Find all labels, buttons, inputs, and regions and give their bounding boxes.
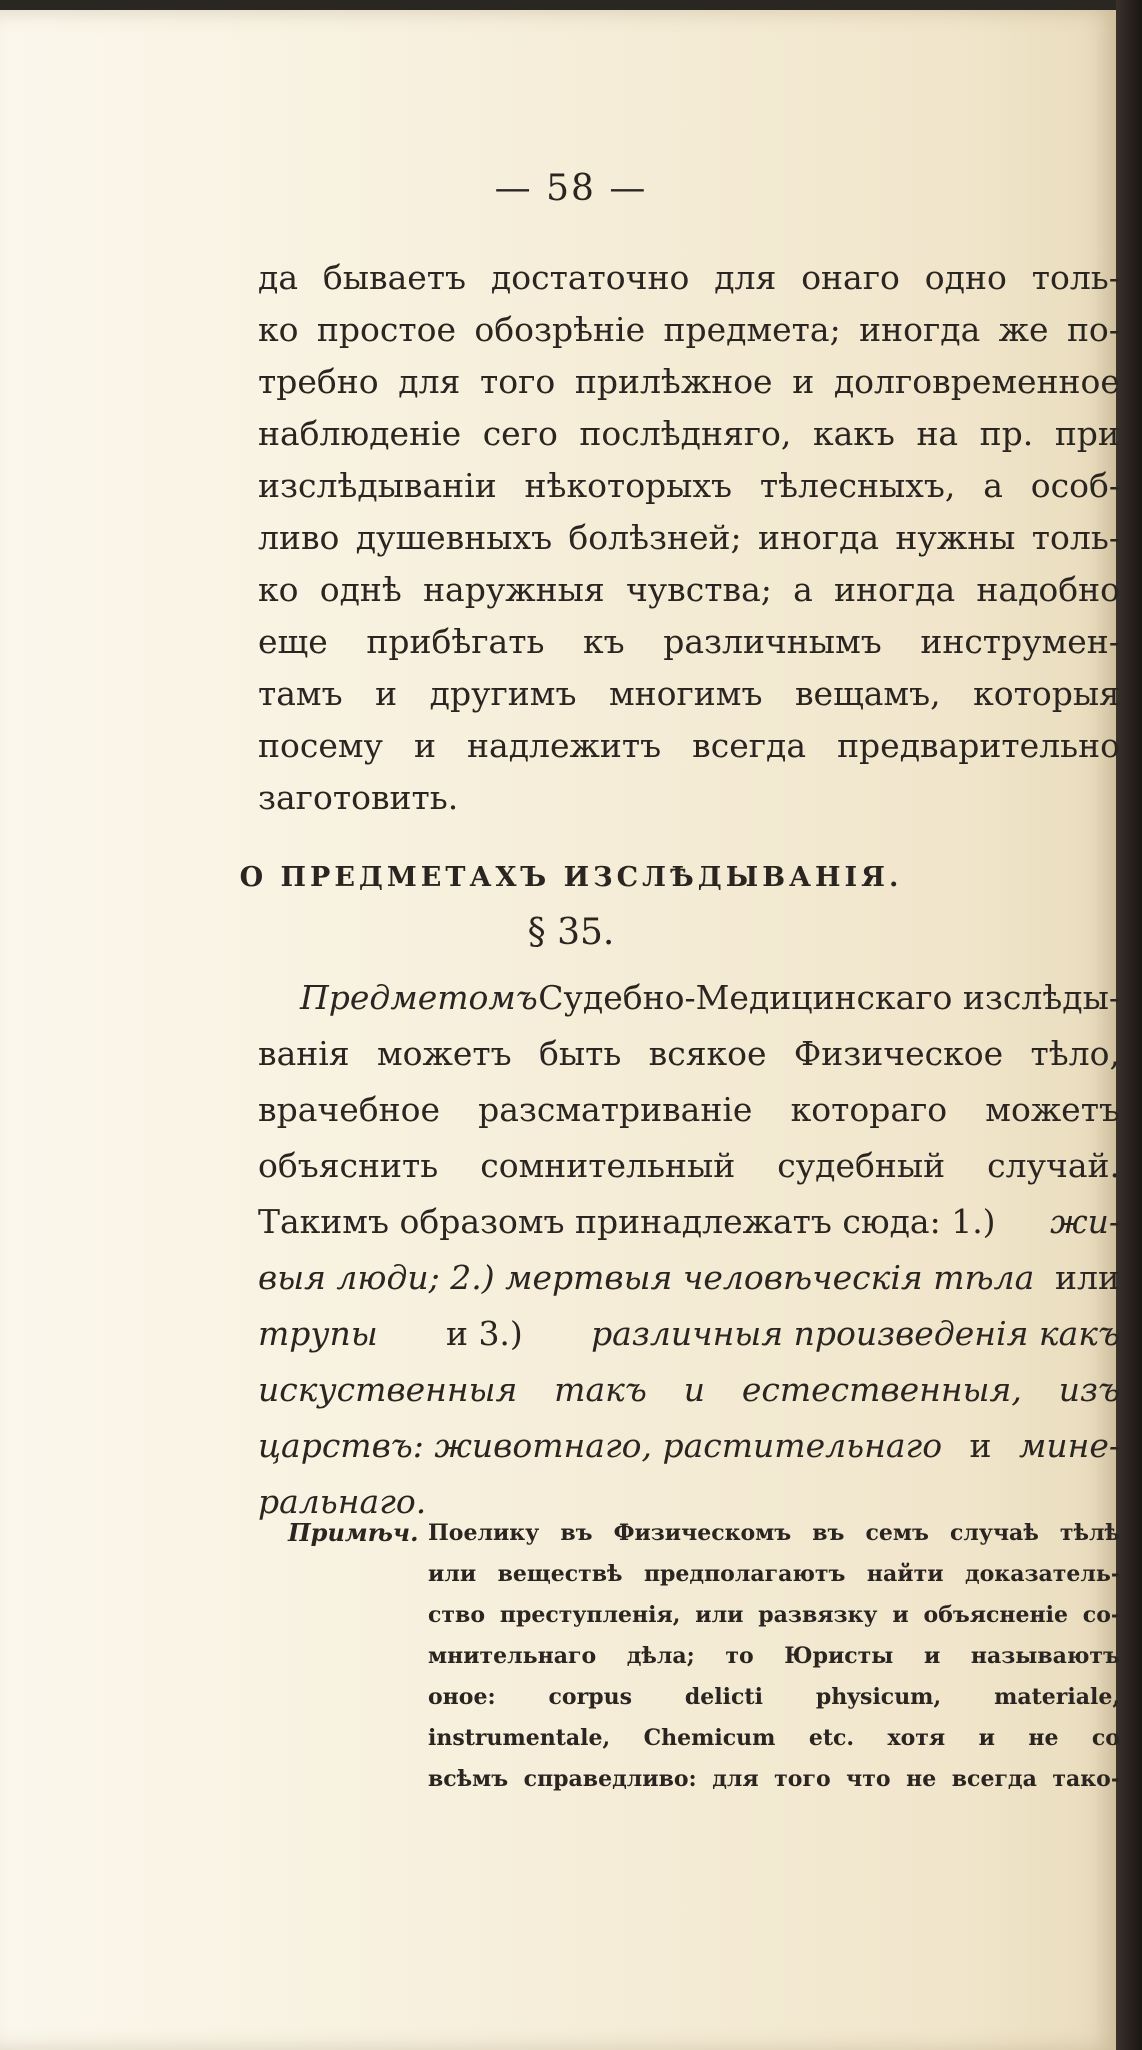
word: etc. <box>808 1725 855 1751</box>
para1-line <box>258 518 1120 558</box>
word: сего <box>482 414 558 453</box>
para1-line: заготовить. <box>258 778 459 817</box>
note-line <box>428 1764 1120 1794</box>
word: то <box>725 1643 754 1669</box>
word: требно <box>258 362 379 401</box>
para2-italic-text: мине- <box>1018 1426 1120 1465</box>
para2-text: Судебно-Медицинскаго изслѣды- <box>538 978 1120 1017</box>
para2-italic-text: жи- <box>1050 1202 1120 1241</box>
word: въ <box>560 1520 593 1546</box>
word: и <box>792 362 815 401</box>
para2-italic-text: различныя произведенія какъ <box>591 1314 1120 1353</box>
word: или <box>428 1561 477 1587</box>
word: при <box>1054 414 1120 453</box>
word: котораго <box>790 1090 948 1129</box>
para1-line <box>258 414 1120 454</box>
word: врачебное <box>258 1090 440 1129</box>
word: physicum, <box>815 1684 942 1710</box>
word: прибѣгать <box>366 622 545 661</box>
word: иногда <box>859 310 981 349</box>
word: для <box>398 362 461 401</box>
para2-text: и <box>969 1426 992 1465</box>
word: преступленія, <box>499 1602 681 1628</box>
word: пр. <box>979 414 1034 453</box>
word: наружныя <box>423 570 605 609</box>
word: иногда <box>757 518 880 557</box>
word: нужны <box>895 518 1016 557</box>
word: ко <box>258 570 299 609</box>
word: достаточно <box>490 258 690 297</box>
word: ство <box>428 1602 485 1628</box>
para2-text: и 3.) <box>445 1314 523 1353</box>
word: естественныя, <box>741 1370 1022 1409</box>
word: наблюденіе <box>258 414 462 453</box>
para2-italic-text: трупы <box>258 1314 378 1353</box>
word: болѣзней; <box>568 518 742 557</box>
word: delicti <box>684 1684 763 1710</box>
word: какъ <box>812 414 895 453</box>
para2-line-6 <box>258 1258 1120 1298</box>
word: судебный <box>777 1146 946 1185</box>
word: ко <box>258 310 299 349</box>
word: объясненіе <box>923 1602 1068 1628</box>
word: да <box>258 258 298 297</box>
word: другимъ <box>429 674 577 713</box>
word: инструмен- <box>920 622 1120 661</box>
word: Физическомъ <box>613 1520 792 1546</box>
word: въ <box>812 1520 845 1546</box>
word: толь- <box>1031 258 1120 297</box>
word: предварительно <box>837 726 1120 765</box>
word: найти <box>866 1561 944 1587</box>
word: искуственныя <box>258 1370 518 1409</box>
word: толь- <box>1031 518 1120 557</box>
word: materiale, <box>994 1684 1120 1710</box>
note-line <box>428 1641 1120 1671</box>
word: многимъ <box>608 674 763 713</box>
word: вещамъ, <box>794 674 941 713</box>
section-number: § 35. <box>527 912 615 953</box>
note-line <box>428 1682 1120 1712</box>
word: того <box>774 1766 831 1792</box>
para1-line <box>258 258 1120 298</box>
word: оное: <box>428 1684 496 1710</box>
word: которыя <box>973 674 1120 713</box>
word: ванія <box>258 1034 350 1073</box>
word: со- <box>1082 1602 1120 1628</box>
word: объяснить <box>258 1146 439 1185</box>
word: различнымъ <box>663 622 882 661</box>
word: а <box>983 466 1003 505</box>
word: случай. <box>987 1146 1120 1185</box>
word: можетъ <box>985 1090 1120 1129</box>
word: для <box>712 1766 759 1792</box>
para2-line-9 <box>258 1426 1120 1466</box>
word: не <box>906 1766 937 1792</box>
word: хотя <box>887 1725 946 1751</box>
word: дѣла; <box>626 1643 695 1669</box>
para1-line <box>258 466 1120 506</box>
para2-text: или <box>1055 1258 1120 1297</box>
word: и <box>414 726 436 765</box>
word: со <box>1091 1725 1120 1751</box>
word: всякое <box>648 1034 767 1073</box>
para1-line <box>258 726 1120 766</box>
word: душевныхъ <box>355 518 553 557</box>
word: изъ <box>1058 1370 1120 1409</box>
word: посему <box>258 726 383 765</box>
para2-line-8 <box>258 1370 1120 1410</box>
word: разсматриваніе <box>478 1090 753 1129</box>
para1-line <box>258 570 1120 610</box>
word: тамъ <box>258 674 343 713</box>
para2-text: Такимъ образомъ принадлежатъ сюда: 1.) <box>258 1202 996 1241</box>
word: instrumentale, <box>428 1725 611 1751</box>
word: тѣло, <box>1030 1034 1120 1073</box>
para2-line-5 <box>258 1202 1120 1242</box>
para1-line <box>258 622 1120 662</box>
para2-italic-text: царствъ: животнаго, растительнаго <box>258 1426 943 1465</box>
word: веществѣ <box>497 1561 623 1587</box>
para2-line-3 <box>258 1090 1120 1130</box>
para2-italic-term: Предметомъ <box>300 978 538 1017</box>
word: развязку <box>758 1602 878 1628</box>
note-line <box>428 1559 1120 1589</box>
word: справедливо: <box>523 1766 697 1792</box>
word: а <box>793 570 813 609</box>
word: же <box>998 310 1049 349</box>
word: называютъ <box>970 1643 1120 1669</box>
para2-line-7 <box>258 1314 1120 1354</box>
word: или <box>695 1602 744 1628</box>
word: всѣмъ <box>428 1766 509 1792</box>
para1-line <box>258 674 1120 714</box>
word: ливо <box>258 518 340 557</box>
word: что <box>846 1766 891 1792</box>
word: сомнительный <box>480 1146 736 1185</box>
para2-line-4 <box>258 1146 1120 1186</box>
word: иногда <box>834 570 956 609</box>
word: такъ <box>554 1370 647 1409</box>
word: доказатель- <box>964 1561 1120 1587</box>
word: послѣдняго, <box>579 414 792 453</box>
para2-line-1 <box>300 978 1120 1018</box>
word: онаго <box>801 258 900 297</box>
word: бываетъ <box>322 258 467 297</box>
section-heading: О ПРЕДМЕТАХЪ ИЗСЛѢДЫВАНІЯ. <box>239 862 903 893</box>
note-line <box>428 1723 1120 1753</box>
word: можетъ <box>376 1034 512 1073</box>
word: тѣлесныхъ, <box>759 466 956 505</box>
word: Физическое <box>793 1034 1004 1073</box>
word: обозрѣніе <box>474 310 646 349</box>
word: одно <box>924 258 1007 297</box>
word: на <box>916 414 959 453</box>
word: Поелику <box>428 1520 540 1546</box>
word: и <box>978 1725 995 1751</box>
word: предмета; <box>663 310 841 349</box>
word: нѣкоторыхъ <box>524 466 733 505</box>
word: изслѣдываніи <box>258 466 497 505</box>
word: по- <box>1066 310 1120 349</box>
word: всегда <box>951 1766 1037 1792</box>
word: прилѣжное <box>574 362 773 401</box>
word: corpus <box>548 1684 632 1710</box>
page-number: — 58 — <box>494 168 648 209</box>
word: Chemicum <box>643 1725 776 1751</box>
word: всегда <box>692 726 807 765</box>
note-line <box>428 1518 1120 1548</box>
para2-line-2 <box>258 1034 1120 1074</box>
word: особ- <box>1030 466 1120 505</box>
word: надлежитъ <box>467 726 662 765</box>
word: еще <box>258 622 328 661</box>
para1-line <box>258 362 1120 402</box>
note-line <box>428 1600 1120 1630</box>
para2-italic-text: выя люди; 2.) мертвыя человѣческія тѣла <box>258 1258 1035 1297</box>
word: однѣ <box>319 570 402 609</box>
word: къ <box>583 622 625 661</box>
word: случаѣ <box>949 1520 1039 1546</box>
word: чувства; <box>625 570 772 609</box>
para1-line <box>258 310 1120 350</box>
word: мнительнаго <box>428 1643 597 1669</box>
word: и <box>923 1643 941 1669</box>
word: тако- <box>1052 1766 1120 1792</box>
word: тѣлѣ <box>1059 1520 1120 1546</box>
word: простое <box>316 310 457 349</box>
word: не <box>1028 1725 1059 1751</box>
word: Юристы <box>784 1643 894 1669</box>
word: и <box>892 1602 909 1628</box>
note-label: Примѣч. <box>288 1518 419 1547</box>
word: того <box>479 362 556 401</box>
para2-line-10: ральнаго. <box>258 1482 427 1521</box>
word: для <box>714 258 777 297</box>
word: быть <box>538 1034 622 1073</box>
word: надобно <box>976 570 1120 609</box>
word: долговременное <box>833 362 1120 401</box>
word: предполагаютъ <box>643 1561 846 1587</box>
word: семъ <box>865 1520 929 1546</box>
word: и <box>683 1370 705 1409</box>
word: и <box>375 674 398 713</box>
